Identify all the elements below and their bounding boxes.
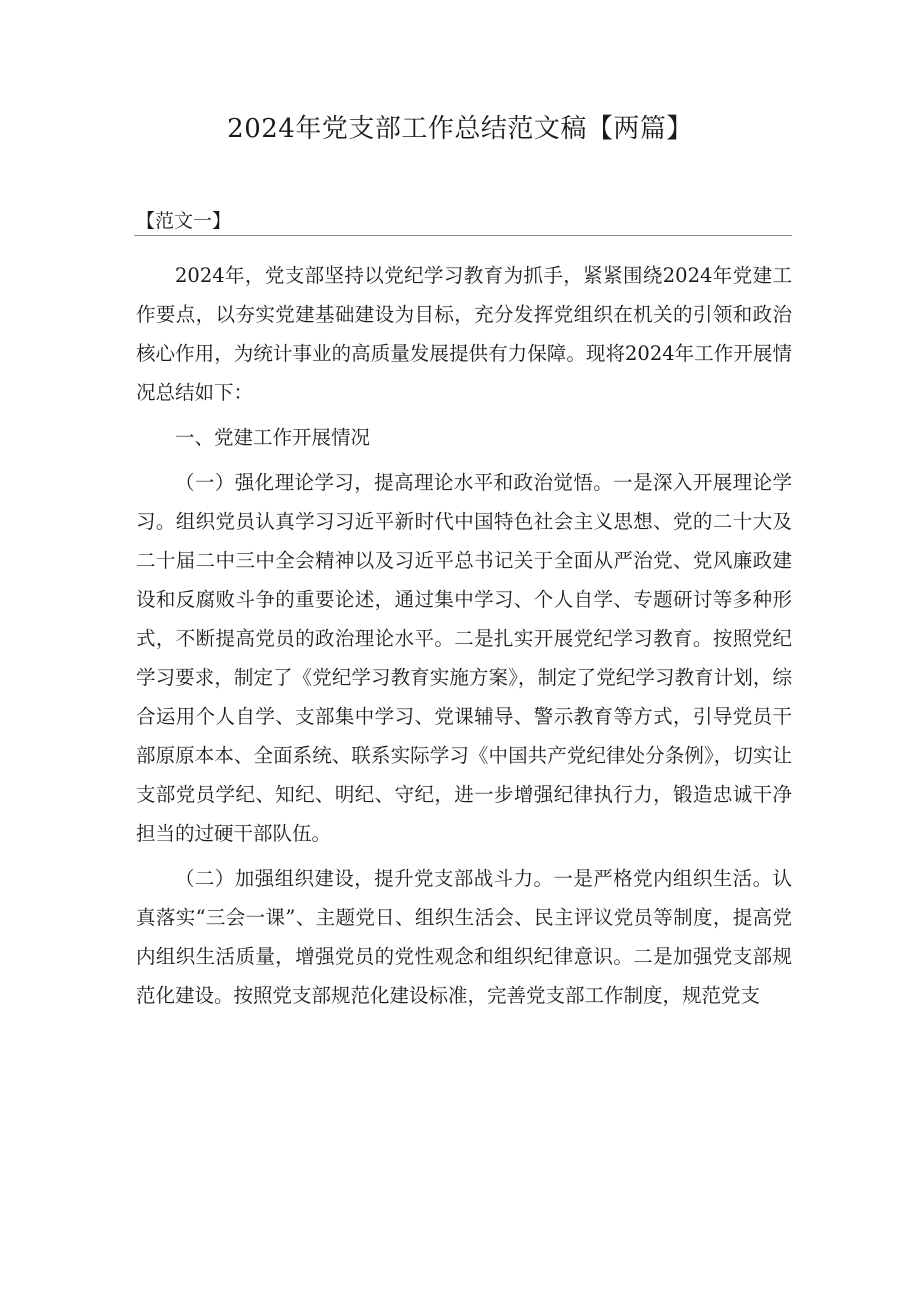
intro-paragraph: 2024年，党支部坚持以党纪学习教育为抓手，紧紧围绕2024年党建工作要点，以夯实党建基础建设为目标，充分发挥党组织在机关的引领和政治核心作用，为统计事业的高质量发展提供有力保障。现将2024年工作开展情况总结如下：: [136, 264, 792, 404]
heading-party-building: 一、党建工作开展情况: [175, 426, 371, 449]
document-title: 2024年党支部工作总结范文稿【两篇】: [227, 114, 693, 144]
section-divider: [134, 235, 792, 236]
document-body: [136, 256, 792, 1021]
section-label: 【范文一】: [136, 210, 232, 232]
paragraph-organization-building: （二）加强组织建设，提升党支部战斗力。一是严格党内组织生活。认真落实“三会一课”、主题党日、组织生活会、民主评议党员等制度，提高党内组织生活质量，增强党员的党性观念和组织纪律意识。二是加强党支部规范化建设。按照党支部规范化建设标准，完善党支部工作制度，规范党支: [136, 867, 792, 1007]
paragraph-theory-study: （一）强化理论学习，提高理论水平和政治觉悟。一是深入开展理论学习。组织党员认真学习习近平新时代中国特色社会主义思想、党的二十大及二十届二中三中全会精神以及习近平总书记关于全面从严治党、党风廉政建设和反腐败斗争的重要论述，通过集中学习、个人自学、专题研讨等多种形式，不断提高党员的政治理论水平。二是扎实开展党纪学习教育。按照党纪学习要求，制定了《党纪学习教育实施方案》，制定了党纪学习教育计划，综合运用个人自学、支部集中学习、党课辅导、警示教育等方式，引导党员干部原原本本、全面系统、联系实际学习《中国共产党纪律处分条例》，切实让支部党员学纪、知纪、明纪、守纪，进一步增强纪律执行力，锻造忠诚干净担当的过硬干部队伍。: [136, 471, 792, 845]
